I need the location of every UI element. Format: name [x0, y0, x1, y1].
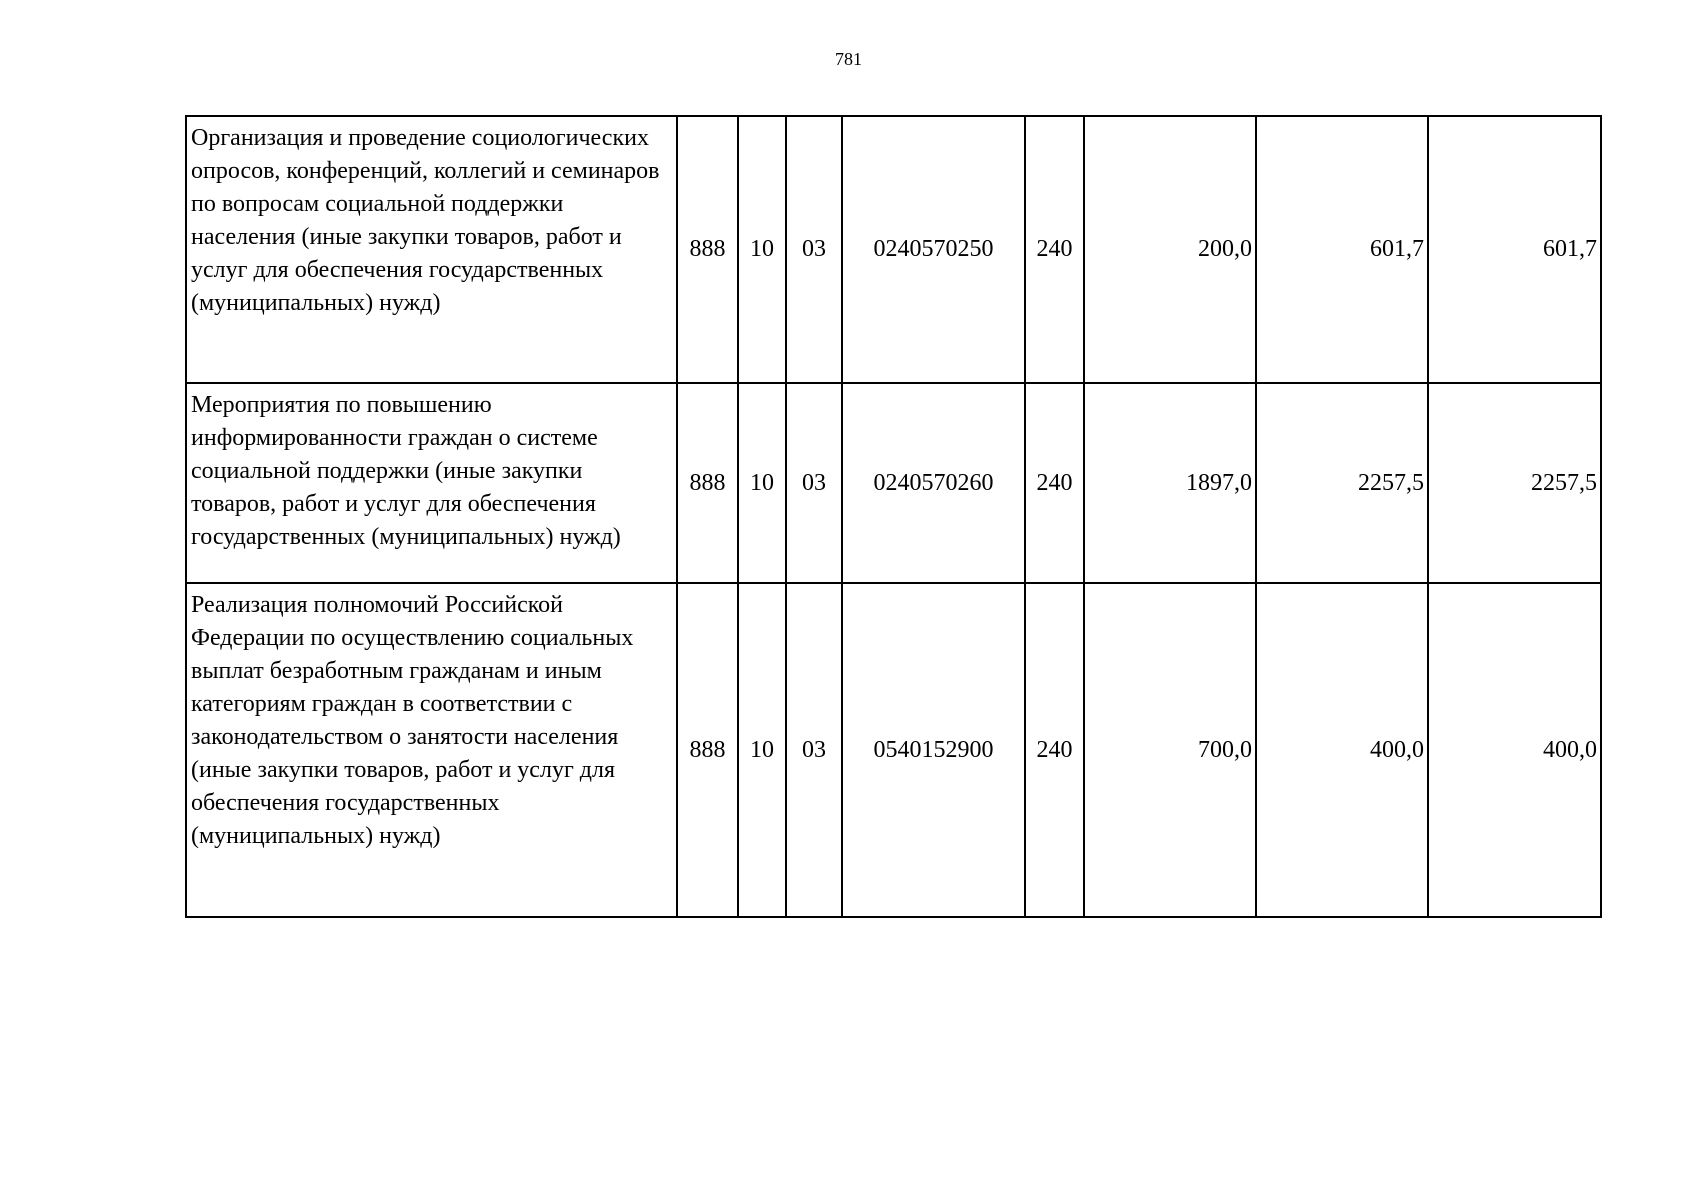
amount-3: 601,7	[1428, 116, 1601, 383]
expense-type-code: 240	[1025, 383, 1084, 583]
ministry-code: 888	[677, 583, 738, 917]
row-description: Организация и проведение социологических опросов, конференций, коллегий и семинаров по вопросам социальной поддержки населения (иные закупки товаров, работ и услуг для обеспечения государственных (муниципальных) нужд)	[186, 116, 677, 383]
amount-1: 700,0	[1084, 583, 1256, 917]
row-description: Мероприятия по повышению информированности граждан о системе социальной поддержки (иные закупки товаров, работ и услуг для обеспечения государственных (муниципальных) нужд)	[186, 383, 677, 583]
subsection-code: 03	[786, 383, 842, 583]
amount-2: 400,0	[1256, 583, 1428, 917]
table-row	[186, 383, 1601, 583]
table-row	[186, 583, 1601, 917]
amount-3: 2257,5	[1428, 383, 1601, 583]
ministry-code: 888	[677, 116, 738, 383]
amount-3: 400,0	[1428, 583, 1601, 917]
row-description: Реализация полномочий Российской Федерации по осуществлению социальных выплат безработным гражданам и иным категориям граждан в соответствии с законодательством о занятости населения (иные закупки товаров, работ и услуг для обеспечения государственных (муниципальных) нужд)	[186, 583, 677, 917]
amount-2: 2257,5	[1256, 383, 1428, 583]
target-article-code: 0240570250	[842, 116, 1025, 383]
expense-type-code: 240	[1025, 116, 1084, 383]
amount-1: 200,0	[1084, 116, 1256, 383]
table-row	[186, 116, 1601, 383]
subsection-code: 03	[786, 583, 842, 917]
section-code: 10	[738, 583, 786, 917]
section-code: 10	[738, 116, 786, 383]
budget-table	[185, 115, 1602, 918]
subsection-code: 03	[786, 116, 842, 383]
section-code: 10	[738, 383, 786, 583]
target-article-code: 0540152900	[842, 583, 1025, 917]
target-article-code: 0240570260	[842, 383, 1025, 583]
page-number: 781	[835, 49, 862, 69]
ministry-code: 888	[677, 383, 738, 583]
expense-type-code: 240	[1025, 583, 1084, 917]
amount-2: 601,7	[1256, 116, 1428, 383]
amount-1: 1897,0	[1084, 383, 1256, 583]
